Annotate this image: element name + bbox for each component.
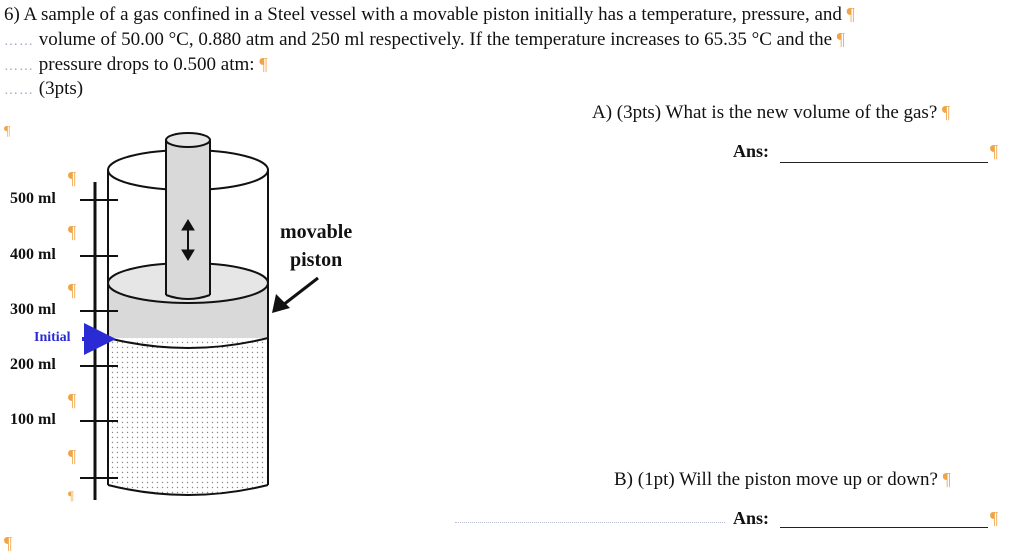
pilcrow-mark: ¶	[942, 469, 951, 489]
indent-dots: ……	[4, 83, 34, 98]
scale-label-500: 500 ml	[10, 190, 56, 207]
piston-label-line-1: movable	[280, 221, 353, 243]
piston-rod	[166, 140, 210, 295]
pilcrow-mark: ¶	[259, 54, 268, 74]
pilcrow-mark: ¶	[68, 390, 77, 410]
piston-pointer-arrow	[283, 278, 318, 305]
pilcrow-mark: ¶	[990, 141, 999, 161]
pilcrow-mark: ¶	[990, 508, 999, 528]
question-text-2: volume of 50.00 °C, 0.880 atm and 250 ml respectively. If the temperature increases to 65.35 °C and the	[38, 29, 833, 50]
pilcrow-mark: ¶	[68, 222, 77, 242]
part-b-text: B) (1pt) Will the piston move up or down?	[614, 469, 938, 490]
initial-label: Initial	[34, 330, 71, 345]
gas-region	[108, 338, 268, 495]
scale-label-400: 400 ml	[10, 246, 56, 263]
pilcrow-mark: ¶	[846, 4, 855, 24]
pilcrow-mark: ¶	[836, 29, 845, 49]
piston-rod-top	[166, 133, 210, 147]
question-points: (3pts)	[38, 78, 84, 99]
part-b-ans-label: Ans:	[733, 508, 770, 528]
pilcrow-mark: ¶	[68, 280, 77, 300]
part-a-ans-label: Ans:	[733, 141, 770, 161]
scale-label-100: 100 ml	[10, 411, 56, 428]
scale-label-200: 200 ml	[10, 356, 56, 373]
scale-label-300: 300 ml	[10, 301, 56, 318]
pilcrow-mark: ¶	[942, 102, 951, 122]
piston-label-line-2: piston	[289, 249, 343, 271]
pilcrow-mark: ¶	[68, 488, 74, 503]
pilcrow-mark: ¶	[68, 446, 77, 466]
indent-dots: ……	[4, 59, 34, 74]
question-text-1: 6) A sample of a gas confined in a Steel vessel with a movable piston initially has a temperature, pressure, and	[4, 4, 842, 25]
pilcrow-mark: ¶	[4, 124, 11, 139]
pilcrow-mark: ¶	[4, 533, 13, 553]
pilcrow-mark: ¶	[68, 168, 77, 188]
question-text-3: pressure drops to 0.500 atm:	[38, 54, 255, 75]
movable-piston-label	[280, 218, 352, 274]
indent-dots: ……	[4, 34, 34, 49]
part-a-text: A) (3pts) What is the new volume of the gas?	[592, 102, 938, 123]
